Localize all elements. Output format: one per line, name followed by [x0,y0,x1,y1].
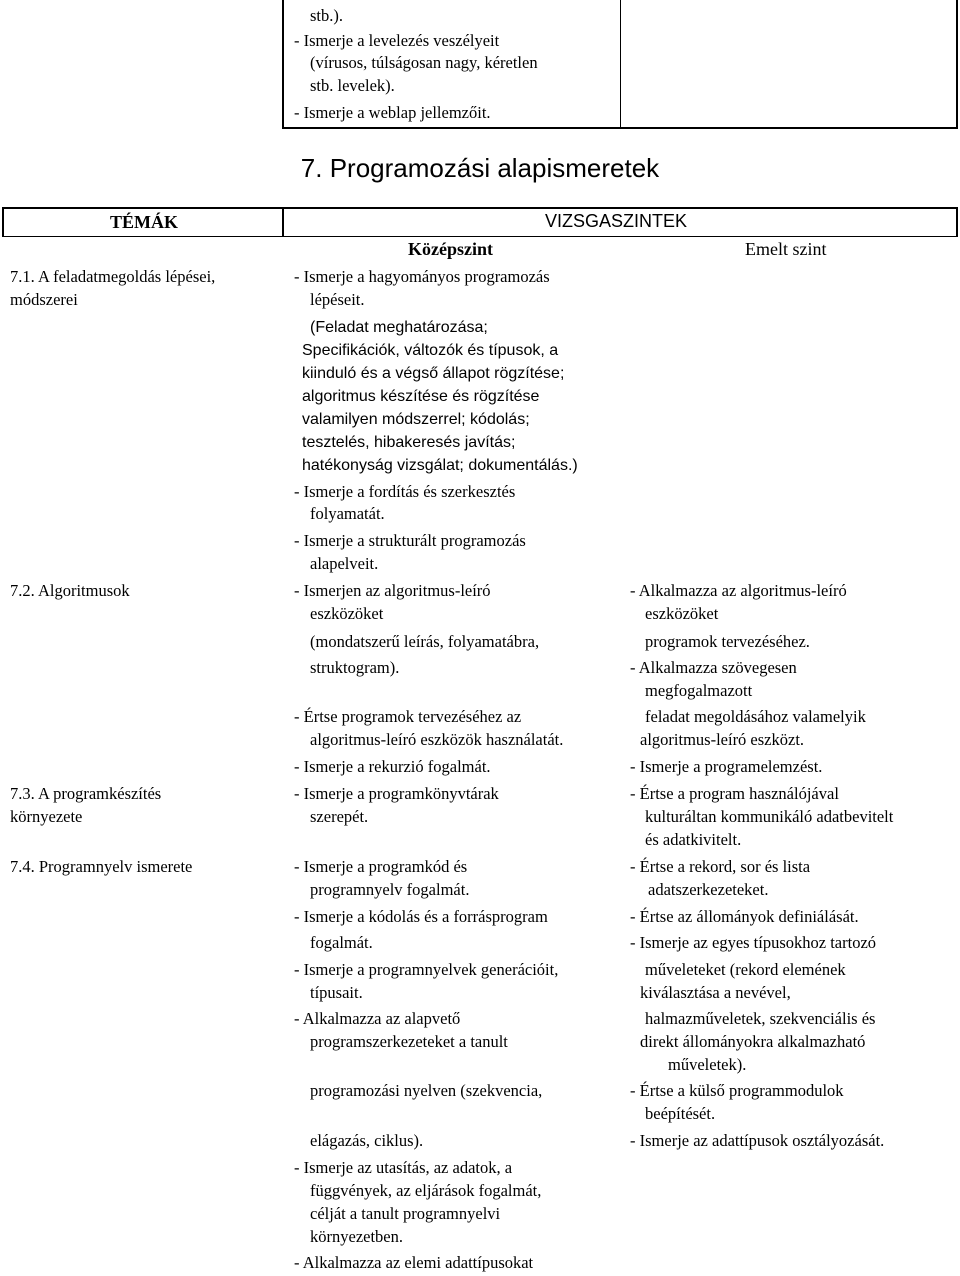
row2-emelt-line: megfogalmazott [645,681,753,700]
prev-line: stb. levelek). [310,76,395,95]
row4-emelt-line: - Értse a rekord, sor és lista [630,857,811,876]
row1-kozep-line: - Ismerje a strukturált programozás [294,531,526,550]
row1-kozep-line: Specifikációk, változók és típusok, a [302,342,559,359]
row2-kozep-line: eszközöket [310,604,384,623]
row2-kozep-line: - Ismerje a rekurzió fogalmát. [294,757,491,776]
row1-kozep-line: folyamatát. [310,504,385,523]
row4-kozep-line: programnyelv fogalmát. [310,880,470,899]
row2-emelt-line: feladat megoldásához valamelyik [645,707,866,726]
row4-emelt-line: műveleteket (rekord elemének [645,960,846,979]
row1-kozep-line: kiinduló és a végső állapot rögzítése; [302,365,565,382]
row1-kozep-line: (Feladat meghatározása; [310,319,488,336]
prev-table-mid-border [620,0,621,128]
row4-kozep-line: - Ismerje a programnyelvek generációit, [294,960,559,979]
row4-kozep-line: - Alkalmazza az elemi adattípusokat [294,1253,534,1272]
topic-7-4: 7.4. Programnyelv ismerete [10,857,193,876]
table-left-border [2,207,4,237]
row3-kozep-line: szerepét. [310,807,369,826]
row4-kozep-line: programozási nyelven (szekvencia, [310,1081,543,1100]
row4-kozep-line: függvények, az eljárások fogalmát, [310,1181,542,1200]
row4-kozep-line: - Ismerje a programkód és [294,857,468,876]
topic-7-3-line1: 7.3. A programkészítés [10,784,162,803]
row4-kozep-line: célját a tanult programnyelvi [310,1204,501,1223]
row4-kozep-line: típusait. [310,983,363,1002]
header-kozepszint: Középszint [408,239,493,259]
row1-kozep-line: alapelveit. [310,554,379,573]
row2-emelt-line: algoritmus-leíró eszközt. [640,730,805,749]
row2-kozep-line: - Értse programok tervezéséhez az [294,707,522,726]
topic-7-1-line1: 7.1. A feladatmegoldás lépései, [10,267,216,286]
row1-kozep-line: tesztelés, hibakeresés javítás; [302,434,516,451]
row3-emelt-line: kulturáltan kommunikáló adatbevitelt [645,807,894,826]
row4-emelt-line: direkt állományokra alkalmazható [640,1032,866,1051]
row3-emelt-line: és adatkivitelt. [645,830,742,849]
row3-kozep-line: - Ismerje a programkönyvtárak [294,784,499,803]
table-top-border [2,207,958,209]
row2-kozep-line: algoritmus-leíró eszközök használatát. [310,730,564,749]
prev-table-bottom-border [282,127,958,129]
prev-line: (vírusos, túlságosan nagy, kéretlen [310,53,538,72]
row4-emelt-line: - Ismerje az egyes típusokhoz tartozó [630,933,877,952]
row2-emelt-line: - Alkalmazza szövegesen [630,658,797,677]
prev-line: - Ismerje a levelezés veszélyeit [294,31,500,50]
section-title: 7. Programozási alapismeretek [300,153,660,183]
topic-7-1-line2: módszerei [10,290,78,309]
table-header-bottom [2,236,958,237]
prev-table-left-border [282,0,284,128]
header-temak: TÉMÁK [110,212,179,232]
row1-kozep-line: lépéseit. [310,290,365,309]
row4-kozep-line: fogalmát. [310,933,373,952]
topic-7-2: 7.2. Algoritmusok [10,581,130,600]
table-right-border [956,207,958,237]
row4-kozep-line: - Ismerje az utasítás, az adatok, a [294,1158,513,1177]
row4-kozep-line: - Ismerje a kódolás és a forrásprogram [294,907,548,926]
row4-emelt-line: - Értse az állományok definiálását. [630,907,859,926]
row1-kozep-line: hatékonyság vizsgálat; dokumentálás.) [302,457,578,474]
row2-emelt-line: eszközöket [645,604,719,623]
row4-emelt-line: halmazműveletek, szekvenciális és [645,1009,876,1028]
row4-emelt-line: adatszerkezeteket. [648,880,769,899]
row4-emelt-line: műveletek). [668,1055,747,1074]
row1-kozep-line: - Ismerje a fordítás és szerkesztés [294,482,516,501]
prev-line: - Ismerje a weblap jellemzőit. [294,103,491,122]
row3-emelt-line: - Értse a program használójával [630,784,839,803]
row1-kozep-line: valamilyen módszerrel; kódolás; [302,411,530,428]
prev-line: stb.). [310,6,343,25]
row4-kozep-line: elágazás, ciklus). [310,1131,424,1150]
row2-kozep-line: (mondatszerű leírás, folyamatábra, [310,632,540,651]
row4-kozep-line: környezetben. [310,1227,403,1246]
prev-table-right-border [956,0,958,128]
row4-emelt-line: - Értse a külső programmodulok [630,1081,844,1100]
row2-kozep-line: struktogram). [310,658,400,677]
row2-kozep-line: - Ismerjen az algoritmus-leíró [294,581,491,600]
topic-7-3-line2: környezete [10,807,83,826]
row4-emelt-line: beépítését. [645,1104,716,1123]
row2-emelt-line: - Ismerje a programelemzést. [630,757,823,776]
header-emelt-szint: Emelt szint [745,239,827,259]
row1-kozep-line: - Ismerje a hagyományos programozás [294,267,550,286]
row4-emelt-line: kiválasztása a nevével, [640,983,791,1002]
table-topics-divider [282,207,284,237]
row4-emelt-line: - Ismerje az adattípusok osztályozását. [630,1131,885,1150]
row1-kozep-line: algoritmus készítése és rögzítése [302,388,540,405]
row4-kozep-line: programszerkezeteket a tanult [310,1032,508,1051]
row2-emelt-line: - Alkalmazza az algoritmus-leíró [630,581,847,600]
row2-emelt-line: programok tervezéséhez. [645,632,810,651]
row4-kozep-line: - Alkalmazza az alapvető [294,1009,461,1028]
header-vizsgaszintek: VIZSGASZINTEK [545,211,688,231]
